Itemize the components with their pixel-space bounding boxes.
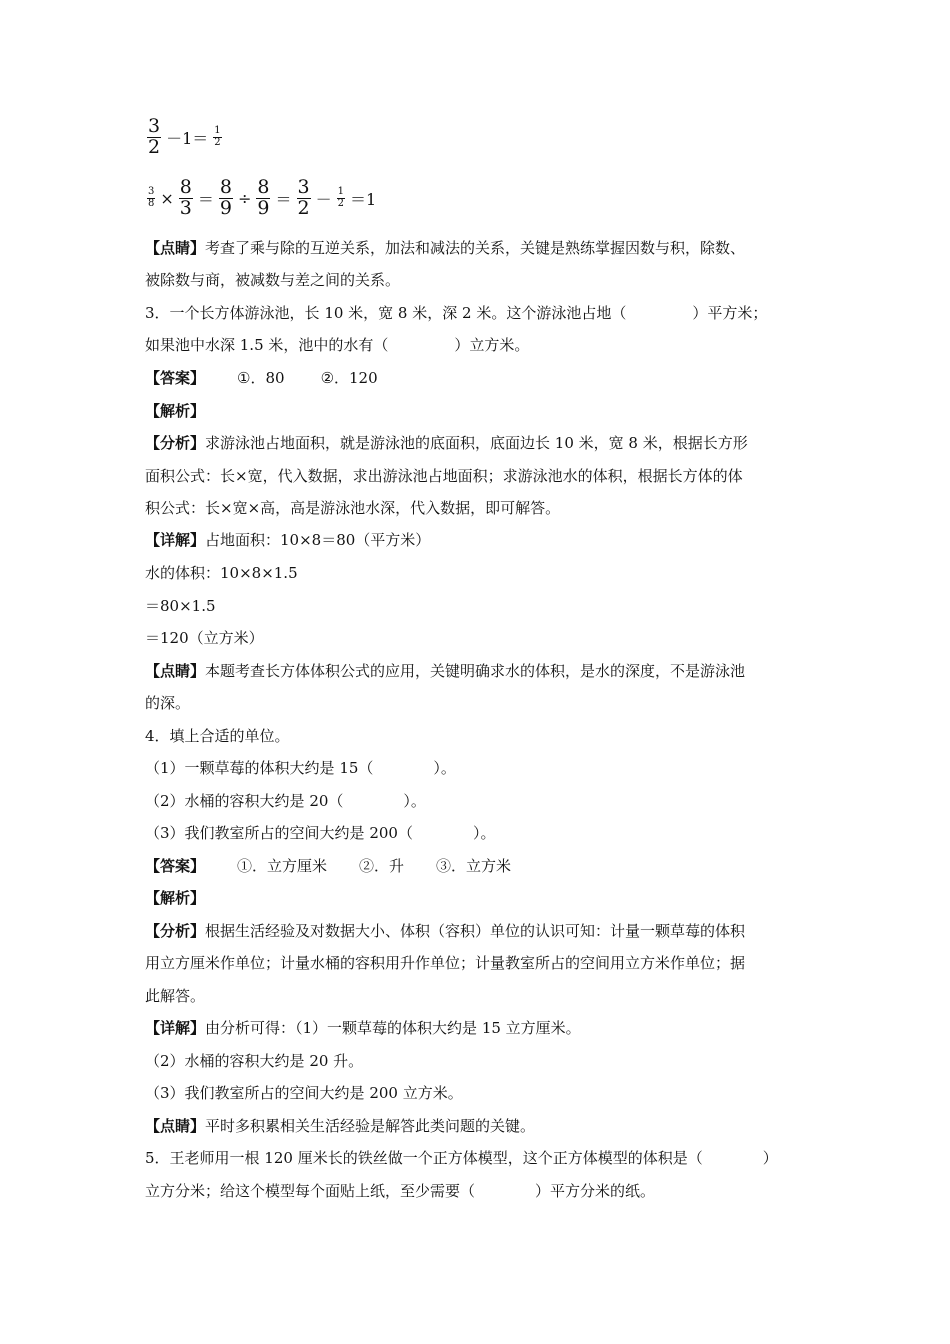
- math-operator: ＝: [275, 189, 292, 209]
- q3-analysis-line-3: 积公式：长×宽×高，高是游泳池水深，代入数据，即可解答。: [145, 499, 561, 517]
- q3-analysis-line-1: 【分析】求游泳池占地面积，就是游泳池的底面积，底面边长 10 米，宽 8 米，根据长方形: [145, 434, 748, 452]
- q5-question-line-1: 5．王老师用一根 120 厘米长的铁丝做一个正方体模型，这个正方体模型的体积是（ ）: [145, 1149, 778, 1167]
- q4-detail-line-2: （2）水桶的容积大约是 20 升。: [145, 1052, 364, 1070]
- q3-comment-line-2: 的深。: [145, 694, 191, 712]
- fraction: $\frac{8}{9}$: [219, 176, 232, 219]
- fraction: $\frac{1}{2}$: [337, 186, 344, 209]
- q4-item-3: （3）我们教室所占的空间大约是 200（ ）。: [145, 824, 496, 842]
- q3-detail-line-4: ＝120（立方米）: [145, 629, 264, 647]
- q3-question-line-1: 3．一个长方体游泳池，长 10 米，宽 8 米，深 2 米。这个游泳池占地（ ）平方米；: [145, 304, 768, 322]
- q3-analysis-line-2: 面积公式：长×宽，代入数据，求出游泳池占地面积；求游泳池水的体积，根据长方体的体: [145, 467, 743, 485]
- formula-2: [145, 178, 379, 219]
- q3-answer: 【答案】 ①．80 ②．120: [145, 369, 378, 387]
- fraction: $\frac{8}{3}$: [179, 176, 192, 219]
- fraction: $\frac{3}{2}$: [148, 115, 161, 158]
- fraction: $\frac{3}{2}$: [297, 176, 310, 219]
- q5-question-line-2: 立方分米；给这个模型每个面贴上纸，至少需要（ ）平方分米的纸。: [145, 1182, 656, 1200]
- q4-detail-line-3: （3）我们教室所占的空间大约是 200 立方米。: [145, 1084, 463, 1102]
- math-operator: ＝1: [349, 189, 377, 209]
- fraction: $\frac{1}{2}$: [214, 125, 221, 148]
- q3-jiexi: 【解析】: [145, 402, 206, 420]
- q3-detail-line-3: ＝80×1.5: [145, 597, 216, 615]
- q2-comment-line-1: 【点睛】考查了乘与除的互逆关系，加法和减法的关系，关键是熟练掌握因数与积，除数、: [145, 239, 746, 257]
- q4-item-1: （1）一颗草莓的体积大约是 15（ ）。: [145, 759, 456, 777]
- q4-detail-line-1: 【详解】由分析可得：（1）一颗草莓的体积大约是 15 立方厘米。: [145, 1019, 581, 1037]
- fraction: $\frac{3}{8}$: [148, 186, 155, 209]
- q4-analysis-line-3: 此解答。: [145, 987, 206, 1005]
- math-operator: ×: [160, 188, 174, 208]
- q4-jiexi: 【解析】: [145, 889, 206, 907]
- math-operator: －: [315, 189, 332, 209]
- q4-comment-line-1: 【点睛】平时多积累相关生活经验是解答此类问题的关键。: [145, 1117, 536, 1135]
- fraction: $\frac{8}{9}$: [257, 176, 270, 219]
- math-operator: ＝: [197, 189, 214, 209]
- q3-detail-line-2: 水的体积：10×8×1.5: [145, 564, 298, 582]
- q2-comment-line-2: 被除数与商，被减数与差之间的关系。: [145, 271, 401, 289]
- q3-comment-line-1: 【点睛】本题考查长方体体积公式的应用，关键明确求水的体积，是水的深度，不是游泳池: [145, 662, 746, 680]
- q4-item-2: （2）水桶的容积大约是 20（ ）。: [145, 792, 426, 810]
- q4-answer: 【答案】 ①．立方厘米 ②．升 ③．立方米: [145, 857, 512, 875]
- q4-analysis-line-2: 用立方厘米作单位；计量水桶的容积用升作单位；计量教室所占的空间用立方米作单位；据: [145, 954, 746, 972]
- q3-question-line-2: 如果池中水深 1.5 米，池中的水有（ ）立方米。: [145, 336, 530, 354]
- q3-detail-line-1: 【详解】占地面积：10×8＝80（平方米）: [145, 531, 431, 549]
- q4-title: 4．填上合适的单位。: [145, 727, 290, 745]
- formula-1: [145, 117, 224, 158]
- q4-analysis-line-1: 【分析】根据生活经验及对数据大小、体积（容积）单位的认识可知：计量一颗草莓的体积: [145, 922, 746, 940]
- math-operator: ÷: [237, 188, 252, 208]
- math-operator: －1＝: [166, 128, 209, 148]
